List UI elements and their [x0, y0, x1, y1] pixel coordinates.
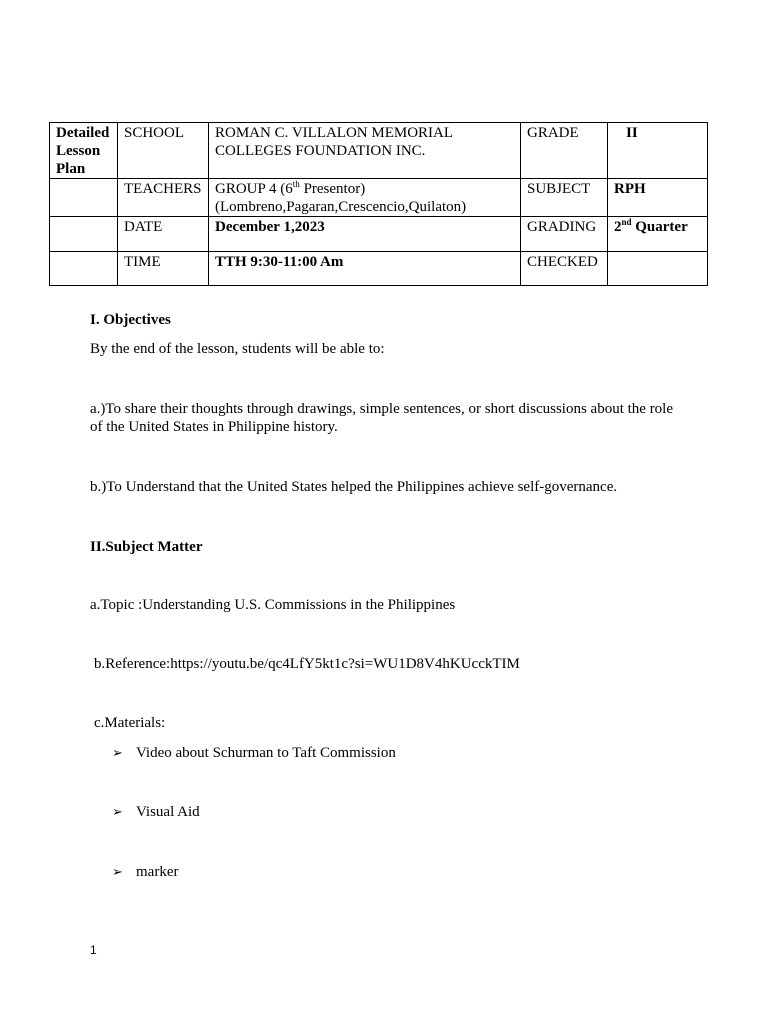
checked-value [608, 252, 708, 286]
materials-item: Video about Schurman to Taft Commission [136, 745, 396, 761]
objectives-heading: I. Objectives [90, 312, 171, 328]
reference-line: b.Reference:https://youtu.be/qc4LfY5kt1c?si=WU1D8V4hKUcckTIM [94, 656, 520, 672]
detailed-lesson-plan-title: Detailed Lesson Plan [50, 123, 118, 179]
teachers-value: GROUP 4 (6th Presentor) (Lombreno,Pagaran,Crescencio,Quilaton) [209, 179, 521, 217]
arrow-bullet-icon: ➢ [112, 804, 123, 819]
topic-line: a.Topic :Understanding U.S. Commissions in the Philippines [90, 597, 456, 613]
arrow-bullet-icon: ➢ [112, 864, 123, 879]
empty-cell [50, 179, 118, 217]
grading-value: 2nd Quarter [608, 217, 708, 252]
time-value: TTH 9:30-11:00 Am [209, 252, 521, 286]
objective-item-a: a.)To share their thoughts through drawings, simple sentences, or short discussions about the role of the United States in Philippine history. [90, 401, 674, 435]
date-value: December 1,2023 [209, 217, 521, 252]
subject-label: SUBJECT [521, 179, 608, 217]
checked-label: CHECKED [521, 252, 608, 286]
objectives-intro: By the end of the lesson, students will be able to: [90, 341, 385, 357]
objective-item-b: b.)To Understand that the United States helped the Philippines achieve self-governance. [90, 479, 618, 495]
lesson-plan-header-table [49, 122, 708, 286]
time-label: TIME [118, 252, 209, 286]
arrow-bullet-icon: ➢ [112, 745, 123, 760]
grade-label: GRADE [521, 123, 608, 179]
materials-item: marker [136, 864, 179, 880]
materials-label: c.Materials: [94, 715, 166, 731]
school-value: ROMAN C. VILLALON MEMORIAL COLLEGES FOUNDATION INC. [209, 123, 521, 179]
subject-matter-heading: II.Subject Matter [90, 539, 203, 555]
grade-value: II [608, 123, 708, 179]
date-label: DATE [118, 217, 209, 252]
page-number: 1 [90, 943, 97, 957]
school-label: SCHOOL [118, 123, 209, 179]
empty-cell [50, 217, 118, 252]
teachers-label: TEACHERS [118, 179, 209, 217]
materials-item: Visual Aid [136, 804, 200, 820]
subject-value: RPH [608, 179, 708, 217]
empty-cell [50, 252, 118, 286]
grading-label: GRADING [521, 217, 608, 252]
